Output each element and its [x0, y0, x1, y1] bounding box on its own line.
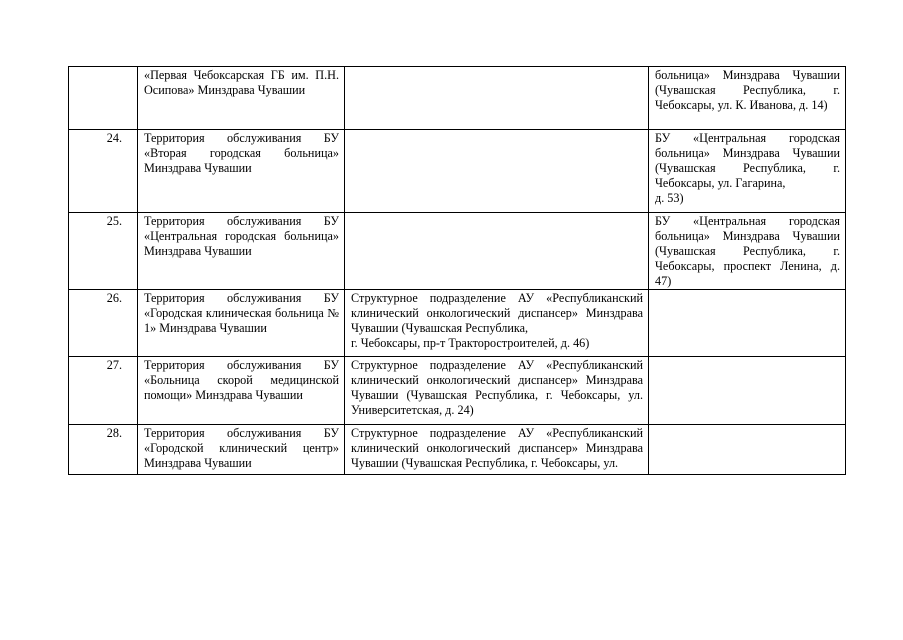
table-row [69, 213, 846, 290]
structural-unit-cell [345, 67, 649, 130]
hospital-cell [649, 357, 846, 425]
structural-unit-cell [345, 213, 649, 290]
hospital-cell [649, 425, 846, 475]
territory-cell: Территория обслуживания БУ «Городской клинический центр» Минздрава Чувашии [138, 425, 345, 475]
document-table [68, 66, 846, 475]
structural-unit-cell: Структурное подразделение АУ «Республиканский клинический онкологический диспансер» Минздрава Чувашии (Чувашская Республика, г. Чебоксары, ул. Университетская, д. 24) [345, 357, 649, 425]
table-row [69, 357, 846, 425]
territory-cell: Территория обслуживания БУ «Городская клиническая больница № 1» Минздрава Чувашии [138, 290, 345, 357]
territory-cell: Территория обслуживания БУ «Больница скорой медицинской помощи» Минздрава Чувашии [138, 357, 345, 425]
row-number: 24. [69, 130, 138, 213]
territory-cell: Территория обслуживания БУ «Вторая городская больница» Минздрава Чувашии [138, 130, 345, 213]
structural-unit-cell [345, 290, 649, 357]
table-row [69, 67, 846, 130]
structural-unit-text: Структурное подразделение АУ «Республиканский клинический онкологический диспансер» Минздрава Чувашии (Чувашская Республика, [351, 291, 643, 335]
territory-cell: Территория обслуживания БУ «Центральная городская больница» Минздрава Чувашии [138, 213, 345, 290]
structural-unit-cell [345, 130, 649, 213]
table-row [69, 130, 846, 213]
structural-unit-text-tail: г. Чебоксары, пр-т Тракторостроителей, д. 46) [351, 336, 590, 350]
hospital-cell [649, 290, 846, 357]
row-number: 28. [69, 425, 138, 475]
table-row [69, 290, 846, 357]
hospital-cell: БУ «Центральная городская больница» Минздрава Чувашии (Чувашская Республика, г. Чебоксары, проспект Ленина, д. 47) [649, 213, 846, 290]
territory-cell: «Первая Чебоксарская ГБ им. П.Н. Осипова» Минздрава Чувашии [138, 67, 345, 130]
hospital-cell: больница» Минздрава Чувашии (Чувашская Республика, г. Чебоксары, ул. К. Иванова, д. 14) [649, 67, 846, 130]
hospital-cell [649, 130, 846, 213]
hospital-text-tail: д. 53) [655, 191, 684, 205]
row-number: 27. [69, 357, 138, 425]
row-number: 25. [69, 213, 138, 290]
hospital-text: БУ «Центральная городская больница» Минздрава Чувашии (Чувашская Республика, г. Чебоксары, ул. Гагарина, [655, 131, 840, 190]
structural-unit-cell: Структурное подразделение АУ «Республиканский клинический онкологический диспансер» Минздрава Чувашии (Чувашская Республика, г. Чебоксары, ул. [345, 425, 649, 475]
table-row [69, 425, 846, 475]
row-number [69, 67, 138, 130]
row-number: 26. [69, 290, 138, 357]
